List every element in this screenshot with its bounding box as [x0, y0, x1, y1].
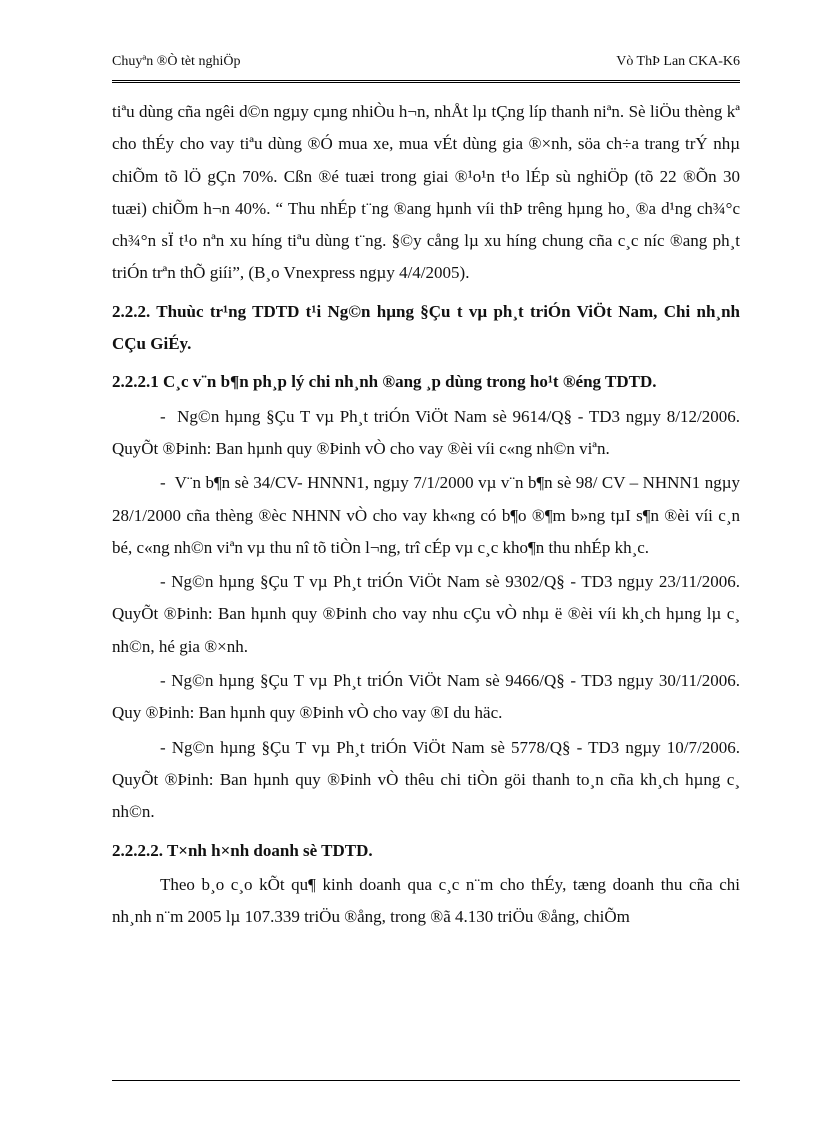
document-body: [112, 96, 740, 933]
paragraph-business-report: Theo b¸o c¸o kÕt qu¶ kinh doanh qua c¸c n¨m cho thÉy, tæng doanh thu cña chi nh¸nh n¨m 2005 lµ 107.339 triÖu ®ång, trong ®ã 4.130 triÖu ®ång, chiÕm: [112, 874, 740, 927]
footer-rule: [112, 1080, 740, 1081]
list-item-document-34: - V¨n b¶n sè 34/CV- HNNN1, ngµy 7/1/2000 vµ v¨n b¶n sè 98/ CV – NHNN1 ngµy 28/1/2000 cña thèng ®èc NHNN vÒ cho vay kh«ng có b¶o ®¶m b»ng tµI s¶n ®èi víi c¸n bé, c«ng nh©n viªn vµ thu nî tõ tiÒn l¬ng, trî cÉp vµ c¸c kho¶n thu nhÉp kh¸c.: [112, 473, 740, 557]
paragraph-consumer-trend: tiªu dùng cña ngêi d©n ngµy cµng nhiÒu h¬n, nhÅt lµ tÇng líp thanh niªn. Sè liÖu thèng kª cho thÉy cho vay tiªu dùng ®Ó mua xe, mua vÉt dùng gia ®×nh, söa ch÷a trang trÝ nhµ chiÕm tõ lÖ gÇn 70%. Cßn ®é tuæi trong giai ®¹o¹n t¹o lÉp sù nghiÖp (tõ 22 ®Õn 30 tuæi) chiÕm h¬n 40%. “ Thu nhÉp t¨ng ®ang hµnh víi thÞ trêng hµng ho¸ ®a d¹ng ch¾°c ch¾°n sÏ t¹o nªn xu híng tiªu dùng t¨ng. §©y cång lµ xu híng chung cña c¸c níc ®ang ph¸t triÓn trªn thÕ giíi”, (B¸o Vnexpress ngµy 4/4/2005).: [112, 102, 740, 283]
list-item-decision-9302: - Ng©n hµng §Çu T vµ Ph¸t triÓn ViÖt Nam sè 9302/Q§ - TD3 ngµy 23/11/2006. QuyÕt ®Þinh: Ban hµnh quy ®Þinh cho vay nhu cÇu vÒ nhµ ë ®èi víi kh¸ch hµng lµ c¸ nh©n, hé gia ®×nh.: [112, 572, 740, 656]
list-item-decision-9614: - Ng©n hµng §Çu T vµ Ph¸t triÓn ViÖt Nam sè 9614/Q§ - TD3 ngµy 8/12/2006. QuyÕt ®Þinh: Ban hµnh quy ®Þinh vÒ cho vay ®èi víi c«ng nh©n viªn.: [112, 406, 740, 458]
page-header: [112, 50, 740, 76]
header-author: Vò ThÞ Lan CKA-K6: [616, 54, 740, 69]
header-thesis-title: Chuyªn ®Ò tèt nghiÖp: [112, 54, 241, 69]
section-heading-2-2-2-2: 2.2.2.2. T×nh h×nh doanh sè TDTD.: [112, 840, 373, 860]
section-heading-2-2-2-1: 2.2.2.1 C¸c v¨n b¶n ph¸p lý chi nh¸nh ®ang ¸p dùng trong ho¹t ®éng TDTD.: [112, 372, 657, 392]
section-heading-2-2-2: 2.2.2. Thuùc tr¹ng TDTD t¹i Ng©n hµng §Çu t vµ ph¸t triÓn ViÖt Nam, Chi nh¸nh CÇu GiÉy.: [112, 301, 740, 354]
list-item-decision-5778: - Ng©n hµng §Çu T vµ Ph¸t triÓn ViÖt Nam sè 5778/Q§ - TD3 ngµy 10/7/2006. QuyÕt ®Þinh: Ban hµnh quy ®Þinh vÒ thêu chi tiÒn göi thanh to¸n cña kh¸ch hµng c¸ nh©n.: [112, 737, 740, 822]
list-item-decision-9466: - Ng©n hµng §Çu T vµ Ph¸t triÓn ViÖt Nam sè 9466/Q§ - TD3 ngµy 30/11/2006. Quy ®Þinh: Ban hµnh quy ®Þinh vÒ cho vay ®I du häc.: [112, 671, 740, 723]
header-rule: [112, 80, 740, 83]
